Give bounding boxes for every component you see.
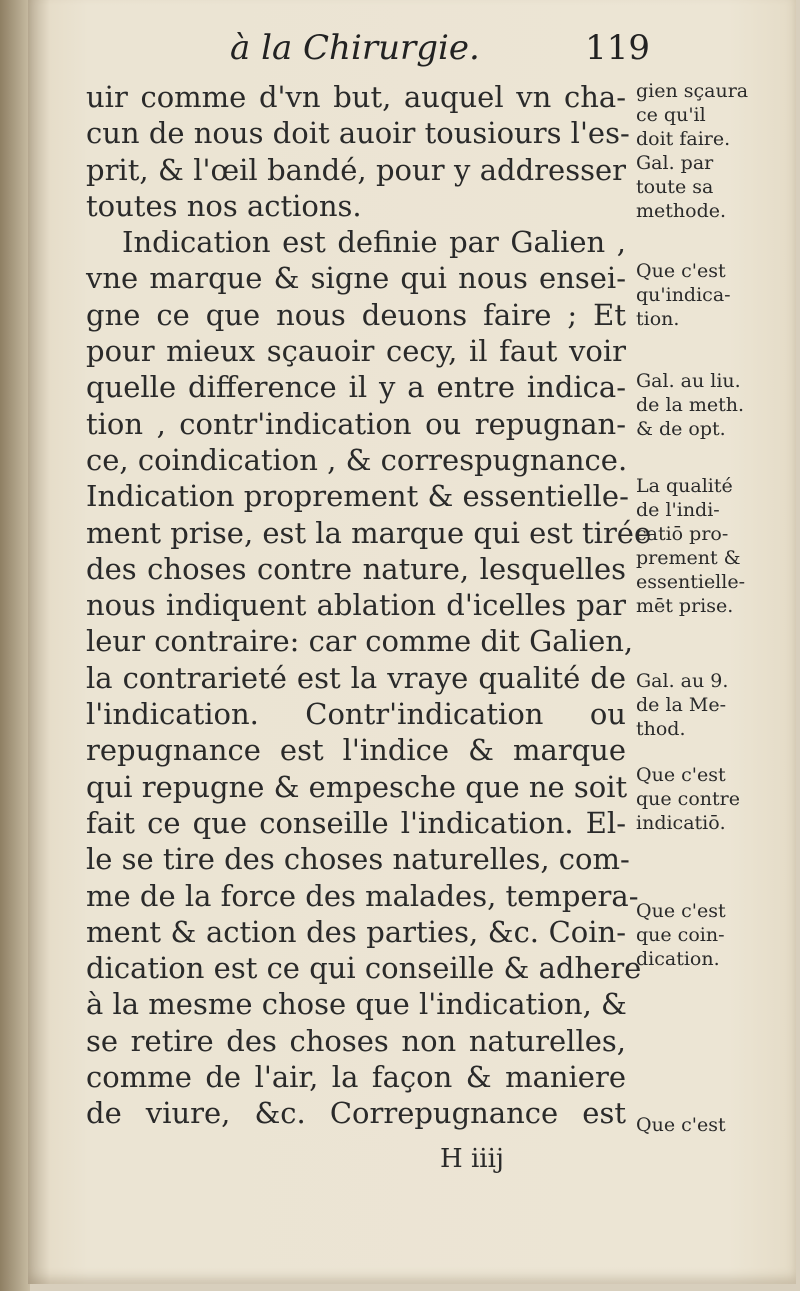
margin-note-line: de l'indi- <box>636 499 720 521</box>
body-line: toutes nos actions. <box>86 188 362 223</box>
margin-note-line: Gal. au 9. <box>636 670 729 692</box>
body-line: le se tire des choses naturelles, com- <box>86 842 630 877</box>
margin-note-line: toute sa <box>636 176 714 198</box>
margin-note-line: prement & <box>636 547 741 569</box>
body-line: leur contraire: car comme dit Galien, <box>86 624 634 659</box>
body-line: de viure, &c. Correpugnance est <box>86 1096 626 1131</box>
margin-note-line: que contre <box>636 788 740 810</box>
signature-mark: H iiij <box>440 1144 504 1174</box>
margin-note-line: qu'indica- <box>636 284 731 306</box>
body-line: nous indiquent ablation d'icelles par <box>86 588 626 623</box>
margin-note-line: de la Me- <box>636 694 727 716</box>
margin-note <box>636 79 776 223</box>
body-line: vne marque & signe qui nous ensei- <box>86 261 626 296</box>
margin-note <box>636 1113 776 1137</box>
margin-note <box>636 899 776 971</box>
margin-note <box>636 369 776 441</box>
margin-note <box>636 474 776 618</box>
body-line: la contrarieté est la vraye qualité de <box>86 660 626 695</box>
margin-note-line: methode. <box>636 200 727 222</box>
body-line: se retire des choses non naturelles, <box>86 1023 626 1058</box>
margin-note-line: thod. <box>636 718 686 740</box>
body-text <box>86 79 652 1132</box>
body-line: à la mesme chose que l'indication, & <box>86 987 627 1022</box>
body-line: comme de l'air, la façon & maniere <box>86 1060 626 1095</box>
body-line: ment & action des parties, &c. Coin- <box>86 914 626 949</box>
margin-note-line: La qualité <box>636 475 733 497</box>
margin-note-line: doit faire. <box>636 128 731 150</box>
body-line: Indication proprement & essentielle- <box>86 479 629 514</box>
margin-note <box>636 259 776 331</box>
body-line: uir comme d'vn but, auquel vn cha- <box>86 80 626 114</box>
margin-note <box>636 669 776 741</box>
margin-note-line: mēt prise. <box>636 595 734 617</box>
body-line: qui repugne & empesche que ne soit <box>86 769 628 804</box>
running-head-title: à la Chirurgie. <box>230 28 480 68</box>
margin-note <box>636 763 776 835</box>
body-line: cun de nous doit auoir tousiours l'es- <box>86 116 630 151</box>
margin-note-line: & de opt. <box>636 418 726 440</box>
margin-note-line: ce qu'il <box>636 104 706 126</box>
body-line: ce, coindication , & correspugnance. <box>86 442 628 477</box>
margin-note-line: Que c'est <box>636 764 726 786</box>
body-line: gne ce que nous deuons faire ; Et <box>86 297 626 332</box>
margin-note-line: Que c'est <box>636 900 726 922</box>
body-line: dication est ce qui conseille & adhere <box>86 951 642 986</box>
running-head <box>90 28 650 78</box>
body-line: des choses contre nature, lesquelles <box>86 551 626 586</box>
body-line: quelle difference il y a entre indica- <box>86 370 626 405</box>
margin-note-line: Gal. au liu. <box>636 370 741 392</box>
body-line: Indication est definie par Galien , <box>122 225 626 260</box>
book-gutter <box>0 0 30 1291</box>
body-line: pour mieux sçauoir cecy, il faut voir <box>86 334 626 369</box>
body-line: l'indication. Contr'indication ou <box>86 697 626 732</box>
margin-note-line: dication. <box>636 948 720 970</box>
margin-note-line: Que c'est <box>636 260 726 282</box>
margin-note-line: essentielle- <box>636 571 745 593</box>
margin-note-line: Que c'est <box>636 1114 726 1136</box>
body-line: repugnance est l'indice & marque <box>86 733 626 768</box>
body-line: tion , contr'indication ou repugnan- <box>86 406 626 441</box>
margin-note-line: indicatiō. <box>636 812 726 834</box>
body-line: me de la force des malades, tempera- <box>86 878 639 913</box>
margin-note-line: que coin- <box>636 924 725 946</box>
margin-note-line: de la meth. <box>636 394 745 416</box>
margin-note-line: Gal. par <box>636 152 714 174</box>
margin-note-line: gien sçaura <box>636 80 749 102</box>
margin-note-line: catiō pro- <box>636 523 729 545</box>
body-line: ment prise, est la marque qui est tirée <box>86 515 652 550</box>
body-line: fait ce que conseille l'indication. El- <box>86 805 626 840</box>
page-number: 119 <box>585 28 650 68</box>
margin-note-line: tion. <box>636 308 680 330</box>
body-line: prit, & l'œil bandé, pour y addresser <box>86 152 626 187</box>
